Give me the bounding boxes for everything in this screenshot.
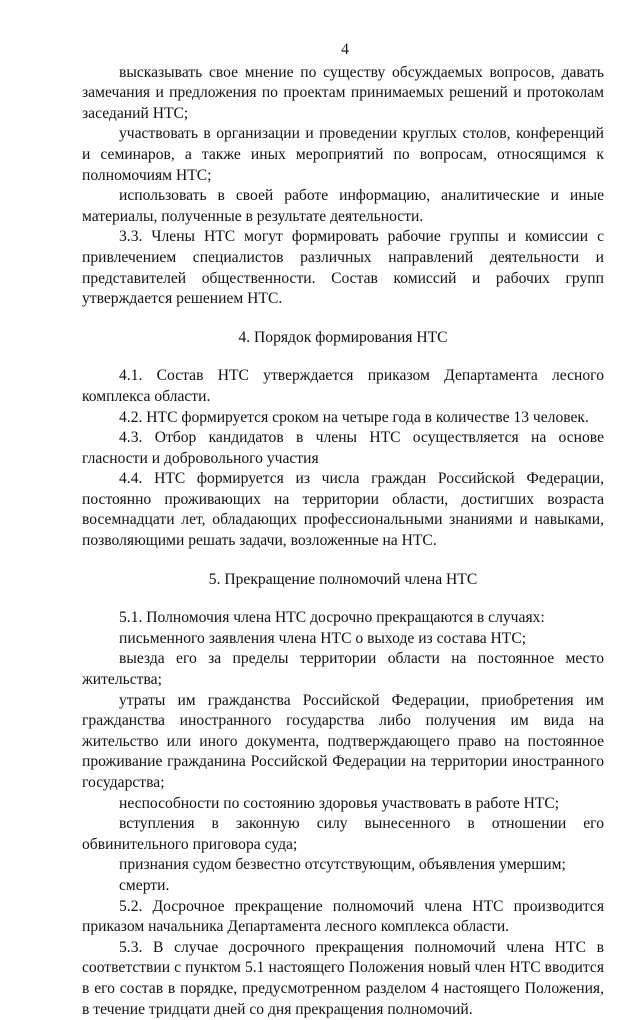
paragraph: смерти. [119, 876, 170, 894]
page-number: 4 [341, 41, 349, 58]
paragraph: 4.1. Состав НТС утверждается приказом Департамента лесного комплекса области. [82, 367, 604, 405]
paragraph: выезда его за пределы территории области на постоянное место жительства; [82, 650, 604, 689]
paragraph: 5.3. В случае досрочного прекращения полномочий члена НТС в соответствии с пунктом 5.1 настоящего Положения новый член НТС вводится в его состав в порядке, предусмотренном разделом 4 настоящего Положения, в течение тридцати дней со дня прекращения полномочий. [82, 938, 604, 1018]
paragraph: участвовать в организации и проведении круглых столов, конференций и семинаров, а также иных мероприятий по вопросам, относящимся к полномочиям НТС; [82, 125, 604, 184]
paragraph: использовать в своей работе информацию, аналитические и иные материалы, полученные в результате деятельности. [82, 187, 604, 225]
paragraph: вступления в законную силу вынесенного в отношении его обвинительного приговора суда; [82, 815, 604, 853]
paragraph: 5.2. Досрочное прекращение полномочий члена НТС производится приказом начальника Департамента лесного комплекса области. [82, 897, 604, 936]
paragraph: утраты им гражданства Российской Федерации, приобретения им гражданства иностранного государства либо получения им вида на жительство или иного документа, подтверждающего право на постоянное проживание гражданина Российской Федерации на территории иностранного государства; [82, 691, 604, 791]
paragraph: высказывать свое мнение по существу обсуждаемых вопросов, давать замечания и предложения по проектам принимаемых решений и протоколам заседаний НТС; [82, 63, 604, 122]
section-5-heading: 5. Прекращение полномочий члена НТС [208, 570, 478, 588]
paragraph: неспособности по состоянию здоровья участвовать в работе НТС; [119, 794, 560, 812]
section-4-body [82, 366, 604, 551]
paragraph: 4.4. НТС формируется из числа граждан Российской Федерации, постоянно проживающих на территории области, достигших возраста восемнадцати лет, обладающих профессиональными знаниями и навыками, позволяющими решать задачи, возложенные на НТС. [82, 470, 604, 550]
document-page [82, 40, 604, 1020]
paragraph: письменного заявления члена НТС о выходе из состава НТС; [119, 629, 527, 647]
section-5-body [82, 608, 604, 1020]
section-3-continuation [82, 63, 604, 310]
paragraph: 5.1. Полномочия члена НТС досрочно прекращаются в случаях: [119, 609, 545, 627]
paragraph: 3.3. Члены НТС могут формировать рабочие группы и комиссии с привлечением специалистов различных направлений деятельности и представителей общественности. Состав комиссий и рабочих групп утверждается решением НТС. [82, 228, 604, 308]
section-4-heading: 4. Порядок формирования НТС [238, 328, 448, 346]
paragraph: 4.2. НТС формируется сроком на четыре года в количестве 13 человек. [119, 408, 589, 426]
paragraph: 4.3. Отбор кандидатов в члены НТС осуществляется на основе гласности и добровольного участия [82, 429, 604, 467]
paragraph: признания судом безвестно отсутствующим, объявления умершим; [119, 856, 566, 874]
